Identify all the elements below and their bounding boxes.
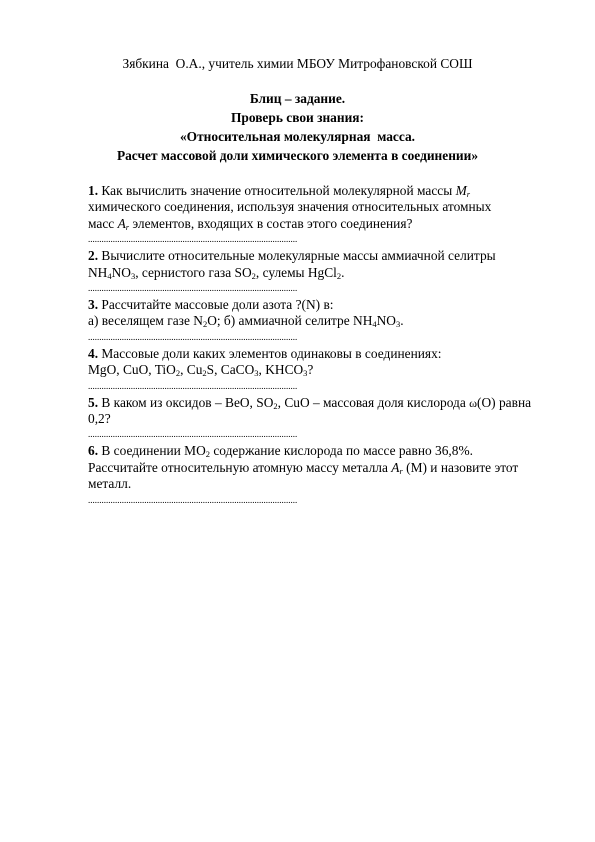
subscript: r xyxy=(466,189,471,199)
variable: M xyxy=(455,183,467,198)
answer-line: ............................................................................................. xyxy=(88,234,298,245)
heading-line-1: Блиц – задание. xyxy=(249,91,346,106)
question-number: 4. xyxy=(88,345,99,361)
answer-line: ............................................................................................. xyxy=(88,494,298,505)
question-4-line-1: 4. Массовые доли каких элементов одинаковы в соединениях: xyxy=(88,345,442,361)
question-6 xyxy=(88,443,528,504)
answer-line: ............................................................................................. xyxy=(88,283,298,294)
heading-line-3: «Относительная молекулярная масса. xyxy=(179,129,416,144)
question-1 xyxy=(88,183,528,244)
question-number: 5. xyxy=(88,394,99,410)
question-3-line-2: а) веселящем газе $N_2O$; б) аммиачной селитре $NH_4NO_3$. xyxy=(88,313,404,330)
question-4 xyxy=(88,346,528,391)
question-number: 6. xyxy=(88,443,99,459)
heading-line-2: Проверь свои знания: xyxy=(230,110,365,125)
question-2-line-2: $NH_4NO_3$, сернистого газа $SO_2$, сулемы HgCl$_2$. xyxy=(88,264,345,281)
question-2-line-1: 2. Вычислите относительные молекулярные массы аммиачной селитры xyxy=(88,248,496,264)
answer-line: ............................................................................................. xyxy=(88,331,298,342)
question-1-line-3: масс $A_r$ элементов, входящих в состав этого соединения? xyxy=(88,215,413,232)
question-2 xyxy=(88,248,528,293)
question-5 xyxy=(88,394,532,440)
question-1-line-1 xyxy=(88,183,528,199)
question-4-line-2: MgO, CuO, TiO$_2$, $Cu_2S$, CaCO$_3$, $KHCO_3$? xyxy=(88,362,314,379)
question-number: 2. xyxy=(88,248,99,264)
variable: A xyxy=(391,459,400,475)
subscript: r xyxy=(125,221,130,232)
question-number: 3. xyxy=(88,297,99,313)
question-5-line-1: 5. В каком из оксидов – BeO, $SO_2$, CuO – массовая доля кислорода ω(O) равна xyxy=(88,394,532,411)
question-1-line-2: химического соединения, используя значения относительных атомных xyxy=(88,199,492,215)
subscript: r xyxy=(399,465,403,476)
question-5-line-2: 0,2? xyxy=(88,411,111,427)
question-6-line-3: металл. xyxy=(88,476,132,492)
question-text: Как вычислить значение относительной молекулярной массы xyxy=(98,183,456,198)
question-list xyxy=(88,183,532,509)
omega-symbol: ω xyxy=(469,395,478,410)
variable: A xyxy=(117,215,126,231)
question-3 xyxy=(88,297,528,342)
answer-line: ............................................................................................. xyxy=(88,380,298,391)
question-3-line-1: 3. Рассчитайте массовые доли азота ?(N) в: xyxy=(88,297,334,313)
question-number: 1. xyxy=(88,183,99,198)
heading-line-4: Расчет массовой доли химического элемента в соединении» xyxy=(116,148,479,163)
author-line: Зябкина О.А., учитель химии МБОУ Митрофановской СОШ xyxy=(122,56,473,71)
question-6-line-2: Рассчитайте относительную атомную массу металла $A_r$ (M) и назовите этот xyxy=(88,459,519,476)
worksheet-heading xyxy=(0,89,595,165)
answer-line: ............................................................................................. xyxy=(88,429,298,440)
question-6-line-1: 6. В соединении $MO_2$ содержание кислорода по массе равно 36,8%. xyxy=(88,443,473,460)
